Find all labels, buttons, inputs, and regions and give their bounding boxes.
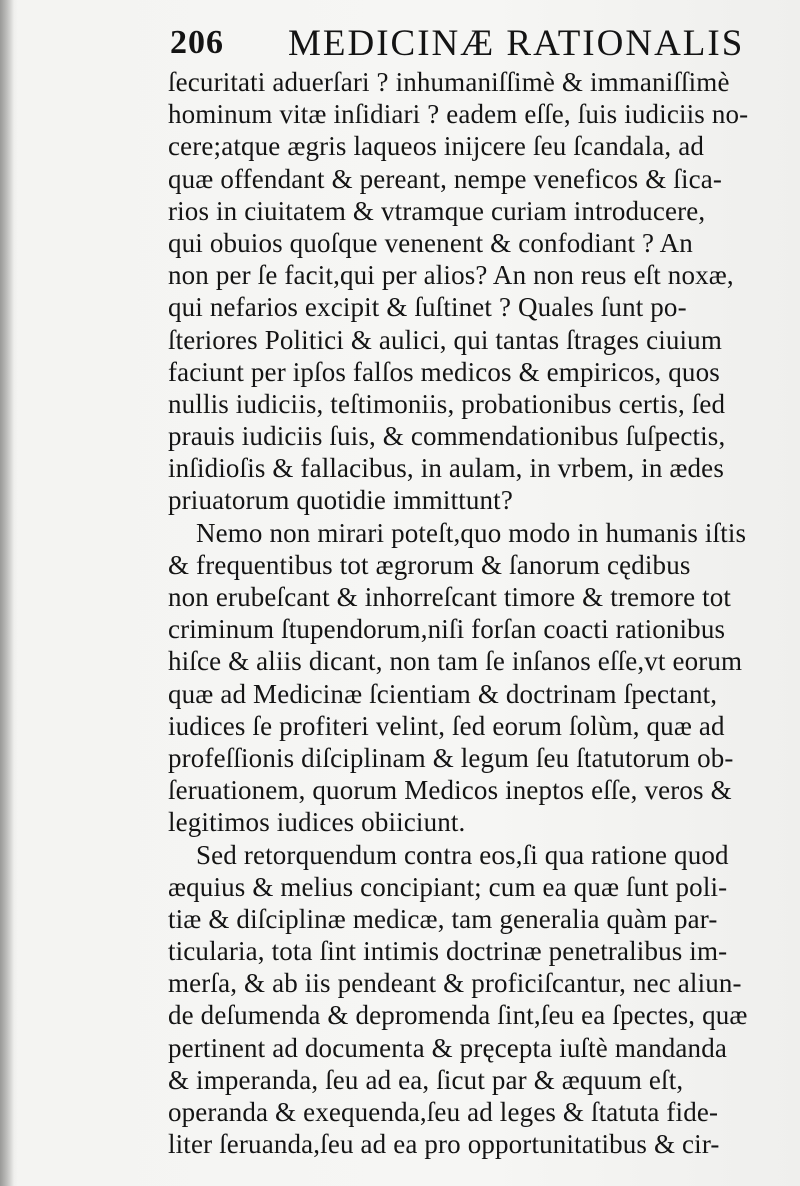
text-line: merſa, & ab iis pendeant & proficiſcantur, nec aliun- [168, 968, 742, 999]
text-line: profeſſionis diſciplinam & legum ſeu ſtatutorum ob- [168, 742, 734, 773]
text-line: Nemo non mirari poteſt,quo modo in humanis iſtis [196, 517, 747, 548]
text-line: priuatorum quotidie immittunt? [168, 485, 513, 516]
text-line: legitimos iudices obiiciunt. [168, 807, 466, 838]
text-line: de deſumenda & depromenda ſint,ſeu ea ſpectes, quæ [168, 1000, 748, 1031]
text-line: hominum vitæ inſidiari ? eadem eſſe, ſuis iudiciis no- [168, 99, 749, 130]
text-line: ſeruationem, quorum Medicos ineptos eſſe, veros & [168, 775, 732, 806]
text-line: ticularia, tota ſint intimis doctrinæ penetralibus im- [168, 936, 728, 967]
text-line: qui obuios quoſque venenent & confodiant ? An [168, 227, 693, 258]
text-line: liter ſeruanda,ſeu ad ea pro opportunitatibus & cir- [168, 1129, 720, 1160]
text-line: hiſce & aliis dicant, non tam ſe inſanos eſſe,vt eorum [168, 646, 743, 677]
text-line: rios in ciuitatem & vtramque curiam introducere, [168, 195, 706, 226]
page-number: 206 [170, 24, 224, 61]
text-line: cere;atque ægris laqueos inijcere ſeu ſcandala, ad [168, 131, 705, 162]
text-line: ſteriores Politici & aulici, qui tantas ſtrages ciuium [168, 324, 722, 355]
text-line: quæ ad Medicinæ ſcientiam & doctrinam ſpectant, [168, 678, 718, 709]
text-line: iudices ſe profiteri velint, ſed eorum ſolùm, quæ ad [168, 710, 725, 741]
body-text [168, 66, 768, 1160]
text-line: inſidioſis & fallacibus, in aulam, in vrbem, in ædes [168, 453, 724, 484]
text-line: tiæ & diſciplinæ medicæ, tam generalia quàm par- [168, 903, 718, 934]
text-line: qui nefarios excipit & ſuſtinet ? Quales ſunt po- [168, 292, 687, 323]
text-line: nullis iudiciis, teſtimoniis, probationibus certis, ſed [168, 388, 726, 419]
text-line: Sed retorquendum contra eos,ſi qua ratione quod [196, 839, 729, 870]
text-line: faciunt per ipſos falſos medicos & empiricos, quos [168, 356, 720, 387]
text-line: non per ſe facit,qui per alios? An non reus eſt noxæ, [168, 260, 734, 291]
text-line: criminum ſtupendorum,niſi forſan coacti rationibus [168, 614, 726, 645]
running-head: MEDICINÆ RATIONALIS [288, 23, 745, 64]
text-line: operanda & exequenda,ſeu ad leges & ſtatuta fide- [168, 1097, 719, 1127]
text-line: & frequentibus tot ægrorum & ſanorum cędibus [168, 549, 691, 580]
page-header [170, 20, 770, 70]
text-line: pertinent ad documenta & pręcepta iuſtè mandanda [168, 1032, 727, 1063]
text-line: prauis iudiciis ſuis, & commendationibus ſuſpectis, [168, 421, 726, 452]
text-line: quæ offendant & pereant, nempe veneficos & ſica- [168, 163, 723, 194]
text-line: & imperanda, ſeu ad ea, ſicut par & æquum eſt, [168, 1064, 684, 1095]
text-line: æquius & melius concipiant; cum ea quæ ſunt poli- [168, 871, 728, 902]
gutter-shadow [0, 0, 14, 1186]
text-line: non erubeſcant & inhorreſcant timore & tremore tot [168, 582, 732, 612]
text-line: ſecuritati aduerſari ? inhumaniſſimè & immaniſſimè [168, 67, 730, 97]
